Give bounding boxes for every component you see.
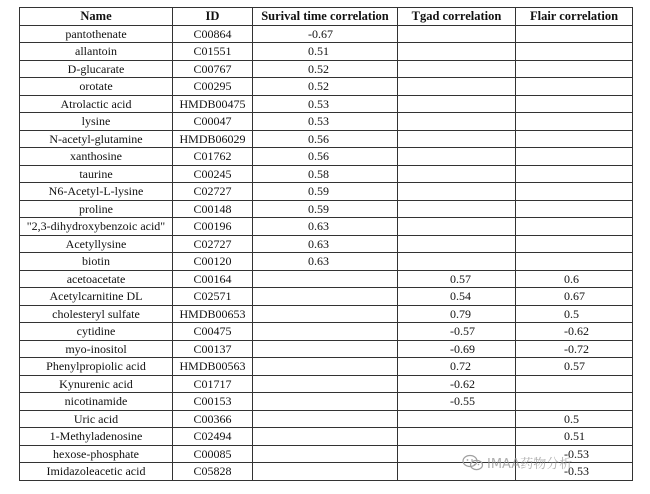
cell-tgad-correlation-value: 0.54 <box>450 289 471 304</box>
cell-flair-correlation-value: 0.5 <box>564 306 579 321</box>
cell-flair-correlation-value: -0.53 <box>564 464 589 479</box>
cell-survival-correlation <box>253 463 398 481</box>
cell-name: pantothenate <box>20 25 173 43</box>
table-row <box>20 25 633 43</box>
cell-survival-correlation-value: 0.58 <box>308 166 329 181</box>
cell-survival-correlation <box>253 148 398 166</box>
cell-flair-correlation <box>516 270 633 288</box>
table-row <box>20 253 633 271</box>
cell-name: Phenylpropiolic acid <box>20 358 173 376</box>
cell-survival-correlation <box>253 375 398 393</box>
cell-survival-correlation <box>253 428 398 446</box>
table-row <box>20 305 633 323</box>
cell-survival-correlation-value: 0.53 <box>308 114 329 129</box>
cell-survival-correlation <box>253 323 398 341</box>
cell-tgad-correlation-value: -0.62 <box>450 376 475 391</box>
cell-flair-correlation-value: 0.6 <box>564 271 579 286</box>
cell-name: N-acetyl-glutamine <box>20 130 173 148</box>
cell-flair-correlation <box>516 340 633 358</box>
cell-id: C00767 <box>173 60 253 78</box>
cell-name: lysine <box>20 113 173 131</box>
cell-name: xanthosine <box>20 148 173 166</box>
cell-survival-correlation-value: 0.56 <box>308 149 329 164</box>
cell-flair-correlation <box>516 410 633 428</box>
header-row <box>20 8 633 26</box>
header-name: Name <box>20 8 173 26</box>
cell-survival-correlation <box>253 60 398 78</box>
cell-id: C00137 <box>173 340 253 358</box>
cell-id: C00295 <box>173 78 253 96</box>
cell-tgad-correlation <box>398 25 516 43</box>
cell-survival-correlation <box>253 445 398 463</box>
cell-flair-correlation-value: -0.72 <box>564 341 589 356</box>
cell-name: proline <box>20 200 173 218</box>
cell-flair-correlation-value: 0.67 <box>564 289 585 304</box>
cell-tgad-correlation-value: 0.72 <box>450 359 471 374</box>
cell-survival-correlation <box>253 253 398 271</box>
cell-id: C00196 <box>173 218 253 236</box>
cell-tgad-correlation <box>398 375 516 393</box>
table-row <box>20 148 633 166</box>
cell-name: Imidazoleacetic acid <box>20 463 173 481</box>
cell-survival-correlation <box>253 78 398 96</box>
cell-tgad-correlation <box>398 183 516 201</box>
cell-id: C00366 <box>173 410 253 428</box>
cell-name: nicotinamide <box>20 393 173 411</box>
cell-id: C00475 <box>173 323 253 341</box>
cell-id: C00085 <box>173 445 253 463</box>
cell-tgad-correlation <box>398 78 516 96</box>
cell-tgad-correlation <box>398 253 516 271</box>
cell-survival-correlation-value: 0.53 <box>308 96 329 111</box>
table-row <box>20 200 633 218</box>
cell-tgad-correlation-value: -0.55 <box>450 394 475 409</box>
cell-name: N6-Acetyl-L-lysine <box>20 183 173 201</box>
cell-flair-correlation-value: 0.51 <box>564 429 585 444</box>
cell-id: C00120 <box>173 253 253 271</box>
watermark-text: IMAA药物分析 <box>487 457 573 472</box>
cell-survival-correlation <box>253 130 398 148</box>
cell-tgad-correlation <box>398 428 516 446</box>
table-row <box>20 165 633 183</box>
cell-flair-correlation <box>516 43 633 61</box>
table-row <box>20 218 633 236</box>
cell-name: Atrolactic acid <box>20 95 173 113</box>
cell-survival-correlation <box>253 25 398 43</box>
cell-tgad-correlation <box>398 200 516 218</box>
cell-name: 1-Methyladenosine <box>20 428 173 446</box>
cell-id: C00245 <box>173 165 253 183</box>
cell-survival-correlation <box>253 235 398 253</box>
cell-id: C02494 <box>173 428 253 446</box>
cell-name: Kynurenic acid <box>20 375 173 393</box>
cell-tgad-correlation <box>398 340 516 358</box>
cell-id: HMDB06029 <box>173 130 253 148</box>
cell-id: C02727 <box>173 183 253 201</box>
table-row <box>20 130 633 148</box>
cell-tgad-correlation <box>398 235 516 253</box>
cell-survival-correlation <box>253 43 398 61</box>
table-row <box>20 428 633 446</box>
cell-id: C01551 <box>173 43 253 61</box>
cell-name: hexose-phosphate <box>20 445 173 463</box>
table-row <box>20 78 633 96</box>
cell-name: "2,3-dihydroxybenzoic acid" <box>20 218 173 236</box>
cell-tgad-correlation <box>398 270 516 288</box>
table-row <box>20 410 633 428</box>
table-row <box>20 183 633 201</box>
table-row <box>20 43 633 61</box>
cell-tgad-correlation <box>398 393 516 411</box>
wechat-icon <box>462 454 484 472</box>
cell-id: C02571 <box>173 288 253 306</box>
cell-flair-correlation <box>516 200 633 218</box>
cell-flair-correlation-value: -0.62 <box>564 324 589 339</box>
cell-name: allantoin <box>20 43 173 61</box>
cell-name: orotate <box>20 78 173 96</box>
cell-tgad-correlation <box>398 113 516 131</box>
header-survival-correlation: Surival time correlation <box>253 8 398 26</box>
table-row <box>20 340 633 358</box>
cell-flair-correlation <box>516 323 633 341</box>
cell-tgad-correlation <box>398 43 516 61</box>
cell-survival-correlation <box>253 200 398 218</box>
cell-flair-correlation <box>516 25 633 43</box>
cell-name: myo-inositol <box>20 340 173 358</box>
cell-flair-correlation <box>516 253 633 271</box>
cell-flair-correlation <box>516 60 633 78</box>
cell-id: HMDB00563 <box>173 358 253 376</box>
cell-flair-correlation-value: 0.5 <box>564 411 579 426</box>
cell-tgad-correlation <box>398 288 516 306</box>
cell-name: Acetylcarnitine DL <box>20 288 173 306</box>
cell-flair-correlation <box>516 95 633 113</box>
table-row <box>20 358 633 376</box>
cell-id: C05828 <box>173 463 253 481</box>
cell-name: Acetyllysine <box>20 235 173 253</box>
cell-tgad-correlation-value: 0.57 <box>450 271 471 286</box>
cell-survival-correlation <box>253 218 398 236</box>
cell-tgad-correlation <box>398 410 516 428</box>
cell-survival-correlation-value: 0.59 <box>308 201 329 216</box>
table-row <box>20 270 633 288</box>
cell-survival-correlation-value: 0.56 <box>308 131 329 146</box>
cell-tgad-correlation <box>398 218 516 236</box>
cell-flair-correlation <box>516 165 633 183</box>
cell-survival-correlation <box>253 113 398 131</box>
cell-survival-correlation <box>253 393 398 411</box>
cell-tgad-correlation <box>398 60 516 78</box>
cell-flair-correlation <box>516 113 633 131</box>
cell-flair-correlation <box>516 393 633 411</box>
table-row <box>20 323 633 341</box>
table-row <box>20 235 633 253</box>
cell-tgad-correlation <box>398 165 516 183</box>
cell-name: acetoacetate <box>20 270 173 288</box>
cell-survival-correlation <box>253 340 398 358</box>
cell-survival-correlation-value: -0.67 <box>308 26 333 41</box>
cell-id: C00148 <box>173 200 253 218</box>
cell-tgad-correlation-value: -0.69 <box>450 341 475 356</box>
cell-flair-correlation <box>516 428 633 446</box>
cell-flair-correlation <box>516 375 633 393</box>
cell-survival-correlation <box>253 305 398 323</box>
cell-survival-correlation <box>253 183 398 201</box>
cell-id: HMDB00475 <box>173 95 253 113</box>
metabolite-correlation-table <box>19 7 633 481</box>
table-row <box>20 375 633 393</box>
cell-tgad-correlation-value: 0.79 <box>450 306 471 321</box>
cell-flair-correlation <box>516 358 633 376</box>
cell-id: C00864 <box>173 25 253 43</box>
cell-flair-correlation <box>516 130 633 148</box>
cell-survival-correlation <box>253 95 398 113</box>
cell-flair-correlation-value: 0.57 <box>564 359 585 374</box>
header-flair-correlation: Flair correlation <box>516 8 633 26</box>
cell-flair-correlation <box>516 218 633 236</box>
cell-tgad-correlation <box>398 323 516 341</box>
watermark <box>462 453 572 472</box>
table-row <box>20 393 633 411</box>
cell-name: biotin <box>20 253 173 271</box>
cell-flair-correlation <box>516 183 633 201</box>
cell-tgad-correlation <box>398 130 516 148</box>
cell-id: C00153 <box>173 393 253 411</box>
cell-survival-correlation-value: 0.63 <box>308 219 329 234</box>
table-row <box>20 113 633 131</box>
cell-survival-correlation-value: 0.51 <box>308 44 329 59</box>
cell-survival-correlation-value: 0.63 <box>308 236 329 251</box>
cell-tgad-correlation <box>398 148 516 166</box>
cell-survival-correlation-value: 0.52 <box>308 79 329 94</box>
cell-survival-correlation <box>253 165 398 183</box>
cell-survival-correlation <box>253 288 398 306</box>
cell-name: cholesteryl sulfate <box>20 305 173 323</box>
cell-name: Uric acid <box>20 410 173 428</box>
cell-flair-correlation <box>516 288 633 306</box>
cell-flair-correlation <box>516 235 633 253</box>
table-row <box>20 95 633 113</box>
cell-name: taurine <box>20 165 173 183</box>
cell-flair-correlation-value: -0.53 <box>564 446 589 461</box>
cell-id: C01717 <box>173 375 253 393</box>
cell-flair-correlation <box>516 148 633 166</box>
cell-id: C00164 <box>173 270 253 288</box>
cell-survival-correlation-value: 0.52 <box>308 61 329 76</box>
cell-name: D-glucarate <box>20 60 173 78</box>
cell-survival-correlation <box>253 270 398 288</box>
header-tgad-correlation: Tgad correlation <box>398 8 516 26</box>
cell-id: C01762 <box>173 148 253 166</box>
table-row <box>20 60 633 78</box>
table-row <box>20 288 633 306</box>
cell-survival-correlation <box>253 410 398 428</box>
cell-id: C02727 <box>173 235 253 253</box>
cell-flair-correlation <box>516 305 633 323</box>
cell-tgad-correlation <box>398 95 516 113</box>
cell-name: cytidine <box>20 323 173 341</box>
cell-tgad-correlation <box>398 305 516 323</box>
header-id: ID <box>173 8 253 26</box>
cell-flair-correlation <box>516 78 633 96</box>
cell-tgad-correlation <box>398 358 516 376</box>
cell-survival-correlation-value: 0.63 <box>308 254 329 269</box>
cell-tgad-correlation-value: -0.57 <box>450 324 475 339</box>
cell-id: HMDB00653 <box>173 305 253 323</box>
cell-survival-correlation-value: 0.59 <box>308 184 329 199</box>
cell-survival-correlation <box>253 358 398 376</box>
cell-id: C00047 <box>173 113 253 131</box>
